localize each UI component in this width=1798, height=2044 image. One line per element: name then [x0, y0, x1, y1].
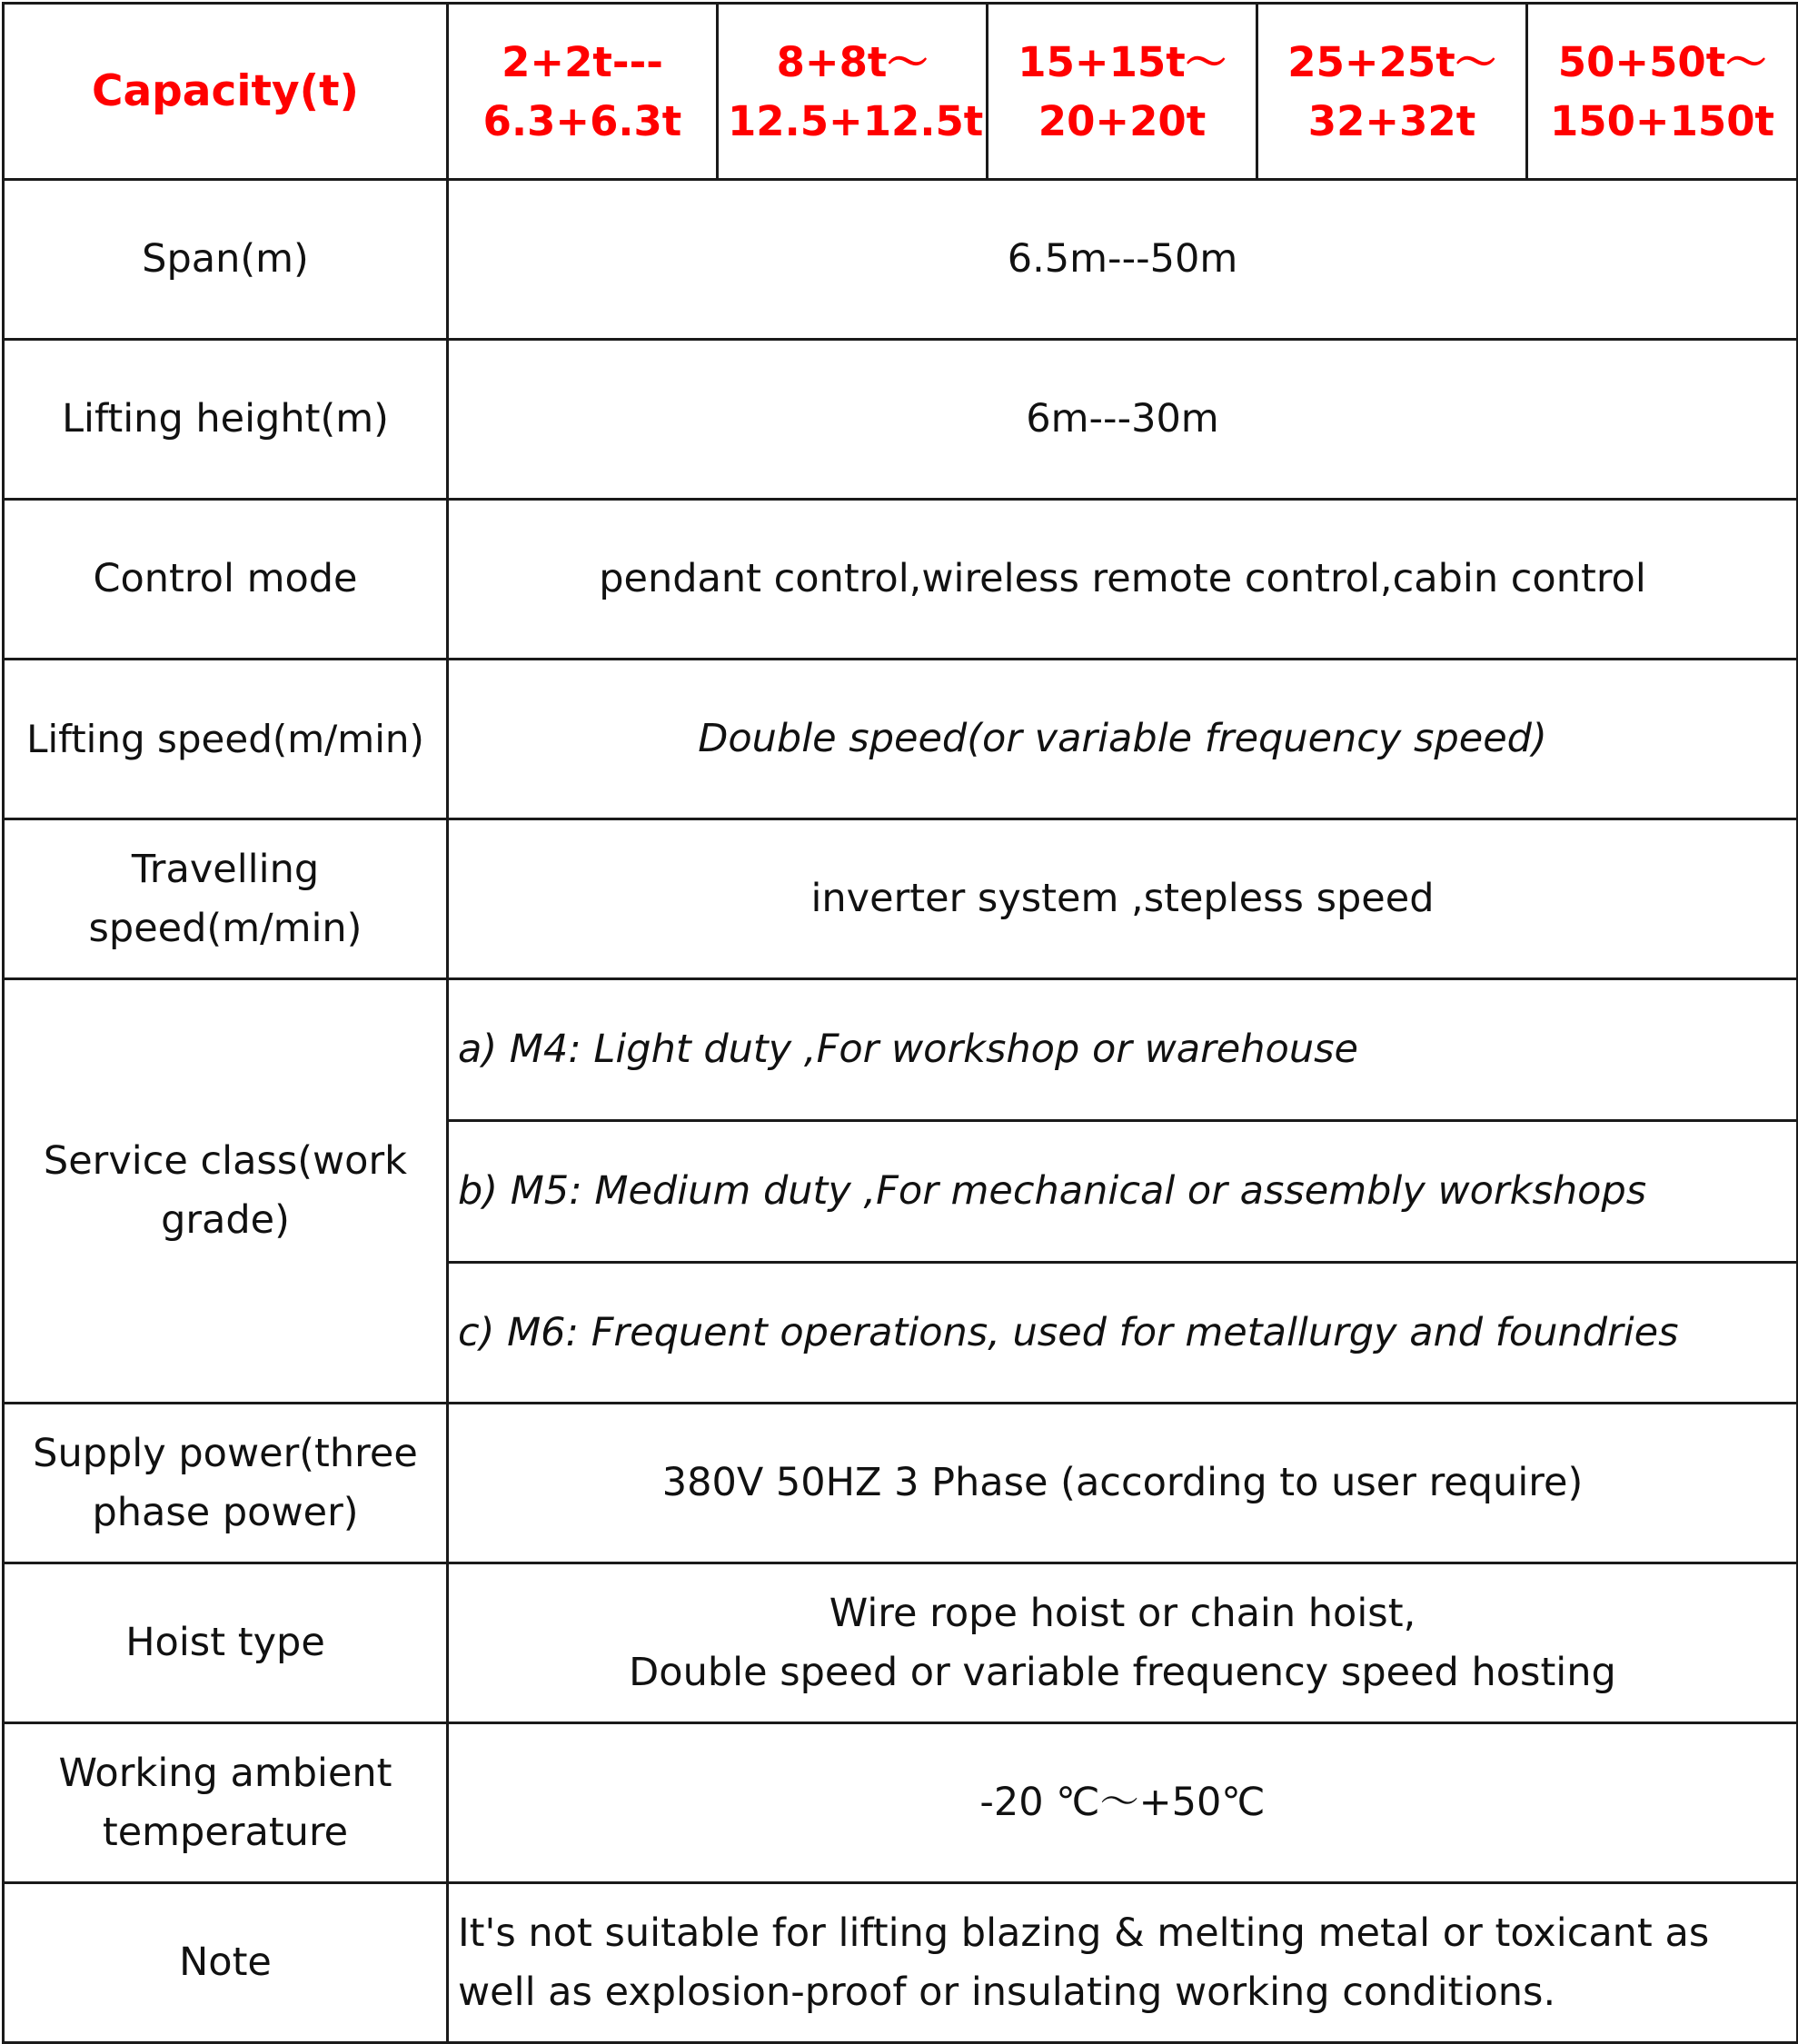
span-label: Span(m): [4, 180, 448, 340]
service-class-label: Service class(work grade): [4, 979, 448, 1404]
control-mode-value: pendant control,wireless remote control,cabin control: [448, 500, 1798, 660]
supply-power-row: [4, 1404, 1798, 1563]
ambient-temperature-value: -20 ℃～+50℃: [448, 1723, 1798, 1883]
service-class-item: c) M6: Frequent operations, used for metallurgy and foundries: [448, 1263, 1798, 1404]
capacity-range-5: 50+50t～ 150+150t: [1527, 4, 1798, 180]
travelling-speed-label: Travelling speed(m/min): [4, 819, 448, 979]
ambient-temperature-row: [4, 1723, 1798, 1883]
hoist-type-label: Hoist type: [4, 1563, 448, 1723]
ambient-temperature-label: Working ambient temperature: [4, 1723, 448, 1883]
supply-power-label: Supply power(three phase power): [4, 1404, 448, 1563]
service-class-row-a: [4, 979, 1798, 1121]
service-class-item: b) M5: Medium duty ,For mechanical or assembly workshops: [448, 1121, 1798, 1263]
control-mode-row: [4, 500, 1798, 660]
capacity-range-2: 8+8t～ 12.5+12.5t: [718, 4, 988, 180]
note-label: Note: [4, 1883, 448, 2043]
control-mode-label: Control mode: [4, 500, 448, 660]
lifting-height-row: [4, 340, 1798, 500]
lifting-speed-value: Double speed(or variable frequency speed): [448, 660, 1798, 819]
span-value: 6.5m---50m: [448, 180, 1798, 340]
spec-table: [2, 2, 1798, 2044]
lifting-height-label: Lifting height(m): [4, 340, 448, 500]
capacity-range-1: 2+2t--- 6.3+6.3t: [448, 4, 718, 180]
capacity-label: Capacity(t): [4, 4, 448, 180]
span-row: [4, 180, 1798, 340]
lifting-speed-label: Lifting speed(m/min): [4, 660, 448, 819]
lifting-height-value: 6m---30m: [448, 340, 1798, 500]
travelling-speed-row: [4, 819, 1798, 979]
header-row: [4, 4, 1798, 180]
supply-power-value: 380V 50HZ 3 Phase (according to user require): [448, 1404, 1798, 1563]
hoist-type-row: [4, 1563, 1798, 1723]
travelling-speed-value: inverter system ,stepless speed: [448, 819, 1798, 979]
hoist-type-value: Wire rope hoist or chain hoist, Double speed or variable frequency speed hosting: [448, 1563, 1798, 1723]
capacity-range-4: 25+25t～ 32+32t: [1257, 4, 1527, 180]
note-row: [4, 1883, 1798, 2043]
capacity-range-3: 15+15t～ 20+20t: [988, 4, 1257, 180]
service-class-item: a) M4: Light duty ,For workshop or warehouse: [448, 979, 1798, 1121]
note-value: It's not suitable for lifting blazing & melting metal or toxicant as well as explosion-proof or insulating working conditions.: [448, 1883, 1798, 2043]
lifting-speed-row: [4, 660, 1798, 819]
